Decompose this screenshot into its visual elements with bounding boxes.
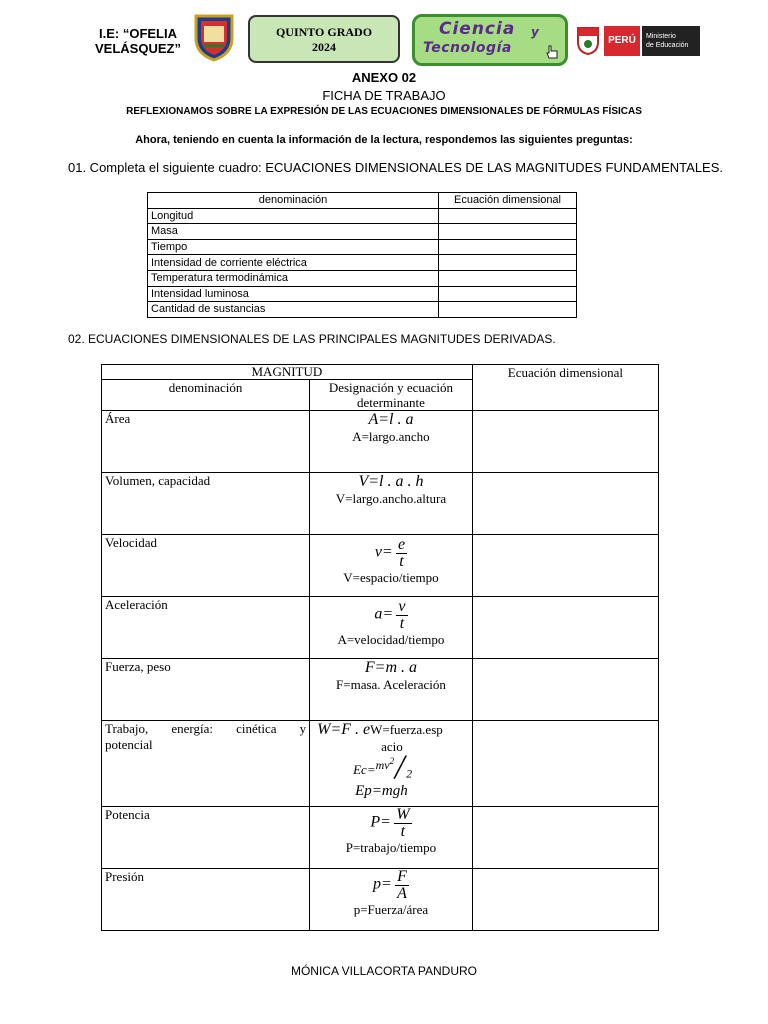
- equation: [313, 869, 469, 902]
- annex-title: ANEXO 02: [351, 70, 417, 85]
- answer-cell[interactable]: [439, 286, 577, 302]
- equation-cell: [310, 807, 473, 869]
- peru-badge: PERÚ: [604, 26, 640, 56]
- equation: F=m . a: [364, 659, 417, 676]
- fundamental-magnitudes-table: [147, 192, 577, 318]
- equation-cell: [310, 597, 473, 659]
- magnitude-name: Tiempo: [148, 239, 439, 255]
- answer-cell[interactable]: [439, 208, 577, 224]
- table-row: [102, 473, 659, 535]
- table-row: [148, 208, 577, 224]
- answer-cell[interactable]: [439, 224, 577, 240]
- pointer-hand-icon: [545, 45, 559, 59]
- area-logo-connector: y: [531, 25, 539, 39]
- magnitude-name: Longitud: [148, 208, 439, 224]
- question-2: 02. ECUACIONES DIMENSIONALES DE LAS PRINCIPALES MAGNITUDES DERIVADAS.: [68, 332, 556, 346]
- magnitude-name: Volumen, capacidad: [102, 473, 310, 535]
- equation-lhs: p=: [373, 875, 392, 893]
- equation-description: P=trabajo/tiempo: [345, 840, 437, 855]
- subtitle: REFLEXIONAMOS SOBRE LA EXPRESIÓN DE LAS ECUACIONES DIMENSIONALES DE FÓRMULAS FÍSICAS: [126, 106, 642, 117]
- school-name-line1: I.E: “OFELIA: [99, 26, 177, 41]
- magnitude-name: Fuerza, peso: [102, 659, 310, 721]
- magnitude-name: Área: [102, 411, 310, 473]
- magnitude-name: Temperatura termodinámica: [148, 270, 439, 286]
- kinetic-numerator: mv: [375, 757, 390, 772]
- area-logo-line1: Ciencia: [439, 19, 516, 39]
- equation-cell: [310, 659, 473, 721]
- magnitude-name-line2: potencial: [105, 737, 153, 752]
- equation-description: F=masa. Aceleración: [336, 677, 446, 692]
- equation-cell: [310, 535, 473, 597]
- national-seal-icon: [574, 24, 602, 56]
- table-header-row: [102, 365, 659, 380]
- table-row: [148, 286, 577, 302]
- grade-year: 2024: [312, 40, 336, 54]
- ministry-line2: de Educación: [646, 42, 689, 49]
- fraction-numerator: F: [397, 868, 407, 885]
- fraction-denominator: t: [399, 615, 405, 632]
- equation-fraction: [395, 869, 409, 902]
- table-row: [148, 302, 577, 318]
- magnitude-name: Potencia: [102, 807, 310, 869]
- magnitude-name: Intensidad de corriente eléctrica: [148, 255, 439, 271]
- column-header-ecuacion: Ecuación dimensional: [439, 193, 577, 209]
- equation-fraction: [396, 599, 407, 632]
- ministry-line1: Ministerio: [646, 33, 676, 40]
- magnitude-name: Intensidad luminosa: [148, 286, 439, 302]
- equation: W=F . e: [317, 721, 371, 738]
- sheet-title: FICHA DE TRABAJO: [322, 88, 446, 103]
- equation-cell: [310, 869, 473, 931]
- column-header-denominacion: denominación: [148, 193, 439, 209]
- table-row: [102, 807, 659, 869]
- answer-cell[interactable]: [472, 659, 658, 721]
- equation-fraction: [396, 537, 407, 570]
- table-row: [102, 411, 659, 473]
- answer-cell[interactable]: [472, 807, 658, 869]
- table-row: [102, 721, 659, 807]
- kinetic-denominator: 2: [406, 766, 413, 781]
- answer-cell[interactable]: [439, 270, 577, 286]
- answer-cell[interactable]: [439, 302, 577, 318]
- work-equation: [313, 721, 469, 739]
- kinetic-energy-equation: $Ec=^{mv^2}╱_2$: [353, 755, 413, 781]
- equation-description: V=espacio/tiempo: [343, 570, 439, 585]
- magnitude-name: Velocidad: [102, 535, 310, 597]
- potential-energy-equation: Ep=mgh: [355, 782, 408, 799]
- magnitude-name: Aceleración: [102, 597, 310, 659]
- fraction-numerator: W: [396, 806, 410, 823]
- magnitude-name-line1: Trabajo, energía: cinética y: [105, 721, 307, 736]
- column-header-designacion: Designación y ecuación determinante: [310, 380, 473, 411]
- magnitude-name: Cantidad de sustancias: [148, 302, 439, 318]
- answer-cell[interactable]: [472, 597, 658, 659]
- area-logo: [412, 14, 568, 66]
- fraction-numerator: v: [398, 598, 406, 615]
- table-row: [148, 239, 577, 255]
- equation-fraction: [394, 807, 411, 840]
- answer-cell[interactable]: [439, 239, 577, 255]
- column-header-denominacion: denominación: [102, 380, 310, 411]
- table-header-row: [148, 193, 577, 209]
- equation-lhs: v=: [374, 543, 393, 561]
- grade-box: [248, 15, 400, 63]
- derived-magnitudes-table: [101, 364, 659, 931]
- equation-lhs: P=: [370, 813, 391, 831]
- table-row: [102, 535, 659, 597]
- author-footer: MÓNICA VILLACORTA PANDURO: [290, 964, 478, 978]
- column-header-ecuacion: Ecuación dimensional: [472, 365, 658, 411]
- ministry-badge: [642, 26, 700, 56]
- equation-description: A=largo.ancho: [352, 429, 430, 444]
- area-logo-line2: Tecnología: [423, 40, 512, 56]
- equation-description: p=Fuerza/área: [353, 902, 429, 917]
- equation-cell: [310, 721, 473, 807]
- equation: [313, 807, 469, 840]
- answer-cell[interactable]: [472, 411, 658, 473]
- answer-cell[interactable]: [472, 535, 658, 597]
- magnitude-name: [102, 721, 310, 807]
- magnitude-name: Masa: [148, 224, 439, 240]
- equation-cell: [310, 411, 473, 473]
- fraction-numerator: e: [397, 536, 406, 553]
- equation-cell: [310, 473, 473, 535]
- fraction-denominator: A: [397, 885, 407, 902]
- answer-cell[interactable]: [439, 255, 577, 271]
- equation-description: A=velocidad/tiempo: [337, 632, 445, 647]
- equation-description-cont: acio: [381, 739, 403, 754]
- equation: [313, 537, 469, 570]
- fraction-denominator: t: [399, 553, 404, 570]
- school-name-line2: VELÁSQUEZ”: [95, 41, 181, 56]
- equation-description: W=fuerza.esp: [370, 722, 443, 737]
- equation: A=l . a: [368, 411, 414, 428]
- fraction-denominator: t: [400, 823, 406, 840]
- answer-cell[interactable]: [472, 721, 658, 807]
- table-row: [148, 255, 577, 271]
- question-1: 01. Completa el siguiente cuadro: ECUACIONES DIMENSIONALES DE LAS MAGNITUDES FUNDAMENTALES.: [68, 160, 724, 175]
- table-row: [148, 270, 577, 286]
- instruction: Ahora, teniendo en cuenta la información de la lectura, respondemos las siguientes preguntas:: [135, 134, 633, 146]
- school-name: [88, 26, 188, 56]
- magnitude-name: Presión: [102, 869, 310, 931]
- equation: [313, 599, 469, 632]
- kinetic-lhs: Ec=: [353, 762, 376, 777]
- table-row: [102, 597, 659, 659]
- grade-label: QUINTO GRADO: [275, 25, 373, 39]
- table-row: [148, 224, 577, 240]
- table-row: [102, 659, 659, 721]
- equation-lhs: a=: [374, 605, 394, 623]
- kinetic-exponent: 2: [389, 755, 395, 766]
- answer-cell[interactable]: [472, 869, 658, 931]
- table-row: [102, 869, 659, 931]
- equation: V=l . a . h: [358, 473, 424, 490]
- column-header-magnitud: MAGNITUD: [102, 365, 473, 380]
- equation-description: V=largo.ancho.altura: [335, 491, 447, 506]
- answer-cell[interactable]: [472, 473, 658, 535]
- school-crest-logo: [190, 12, 238, 62]
